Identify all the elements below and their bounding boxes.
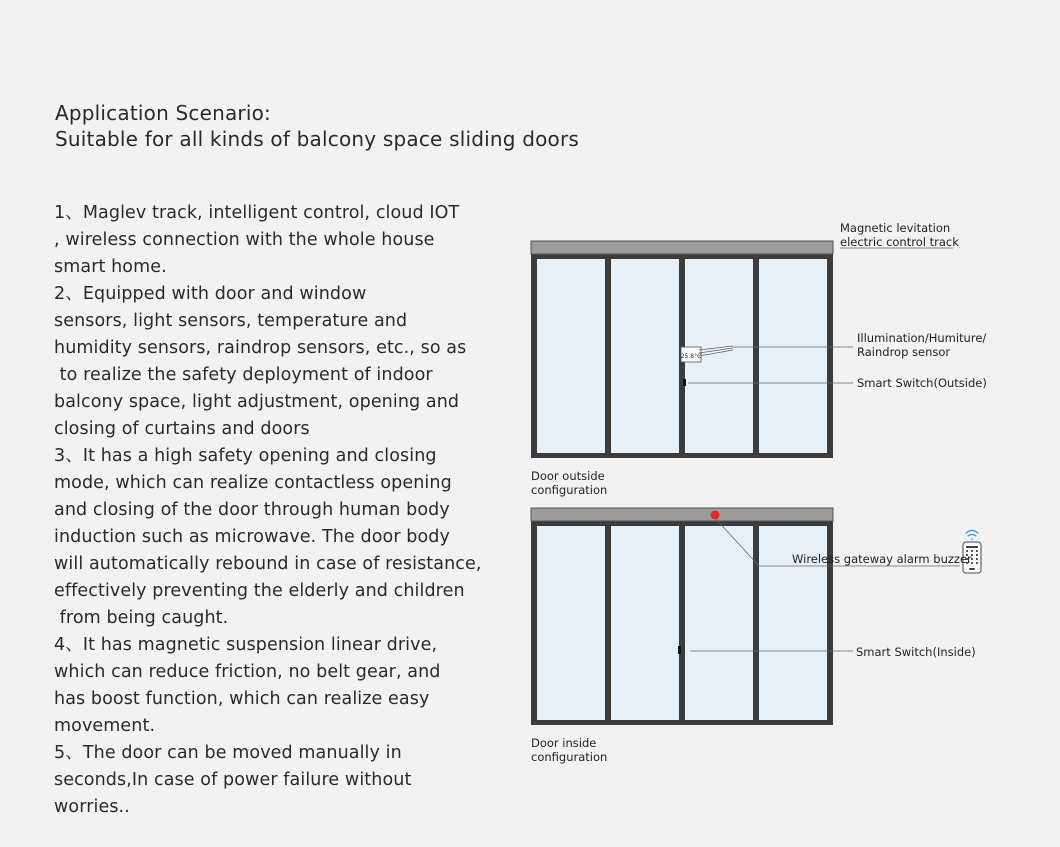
feature-line: 2、Equipped with door and window — [54, 284, 367, 304]
outside-caption: Door outside configuration — [531, 469, 608, 497]
feature-line: worries.. — [54, 797, 130, 817]
feature-line: closing of curtains and doors — [54, 419, 310, 439]
feature-line: 1、Maglev track, intelligent control, cloud IOT — [54, 203, 460, 223]
feature-line: to realize the safety deployment of indoor — [54, 365, 433, 385]
feature-line: 5、The door can be moved manually in — [54, 743, 402, 763]
inside-switch — [678, 646, 681, 654]
feature-line: seconds,In case of power failure without — [54, 770, 412, 790]
outside-panel-1 — [537, 259, 605, 453]
feature-line: induction such as microwave. The door body — [54, 527, 450, 547]
inside-panel-1 — [537, 526, 605, 720]
feature-line: smart home. — [54, 257, 167, 277]
alarm-buzzer — [711, 511, 720, 520]
outside-switch — [683, 379, 686, 386]
feature-line: , wireless connection with the whole house — [54, 230, 435, 250]
outside-panel-4 — [759, 259, 827, 453]
sensor-display: 25.8°C — [680, 353, 702, 360]
feature-line: 3、It has a high safety opening and closing — [54, 446, 437, 466]
feature-line: from being caught. — [54, 608, 229, 628]
feature-line: humidity sensors, raindrop sensors, etc., so as — [54, 338, 467, 358]
inside-panel-2 — [611, 526, 679, 720]
feature-line: will automatically rebound in case of resistance, — [54, 554, 482, 574]
track-label: Magnetic levitation electric control track — [840, 221, 959, 249]
feature-line: and closing of the door through human body — [54, 500, 450, 520]
feature-line: balcony space, light adjustment, opening and — [54, 392, 460, 412]
inside-caption: Door inside configuration — [531, 736, 608, 764]
inside-panel-3 — [685, 526, 753, 720]
feature-line: 4、It has magnetic suspension linear drive, — [54, 635, 438, 655]
heading-title: Application Scenario: — [55, 101, 271, 125]
wifi-icon — [966, 531, 978, 540]
buzzer-label: Wireless gateway alarm buzzer — [792, 552, 972, 566]
inside-door-diagram — [531, 508, 981, 725]
feature-line: sensors, light sensors, temperature and — [54, 311, 408, 331]
feature-line: has boost function, which can realize easy — [54, 689, 430, 709]
outside-panel-2 — [611, 259, 679, 453]
sensor-label: Illumination/Humiture/ Raindrop sensor — [857, 331, 987, 359]
feature-line: movement. — [54, 716, 156, 736]
feature-line: mode, which can realize contactless opening — [54, 473, 452, 493]
heading-subtitle: Suitable for all kinds of balcony space sliding doors — [55, 127, 580, 151]
outside-track — [531, 241, 833, 254]
inside-switch-label: Smart Switch(Inside) — [856, 645, 976, 659]
inside-track — [531, 508, 833, 521]
feature-line: effectively preventing the elderly and children — [54, 581, 465, 601]
outside-switch-label: Smart Switch(Outside) — [857, 376, 987, 390]
feature-line: which can reduce friction, no belt gear, and — [54, 662, 441, 682]
